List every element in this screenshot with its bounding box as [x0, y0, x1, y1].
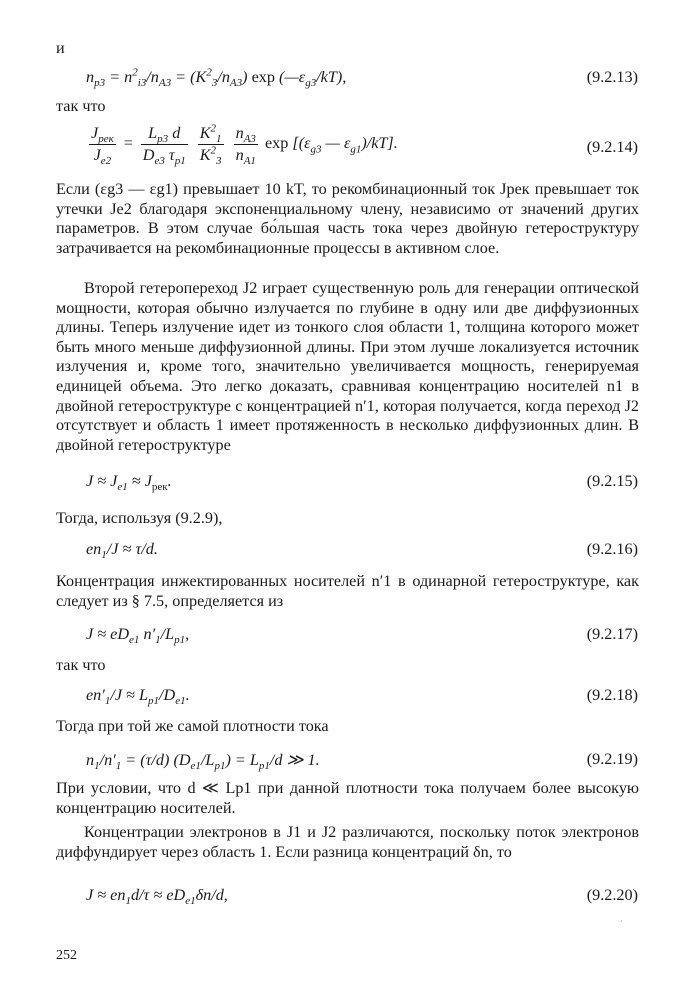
paragraph-1: Если (εg3 — εg1) превышает 10 kT, то рекомбинационный ток Jрек превышает ток утечки Je2 благодаря экспоненциальному члену, независимо от значений других параметров. В этом случае бо́льшая часть тока через двойную гетероструктуру затрачивается на рекомбинационные процессы в активном слое. [56, 180, 639, 257]
equation-number: (9.2.17) [586, 625, 638, 643]
equation-number: (9.2.18) [586, 686, 638, 704]
then-same-text: Тогда при той же самой плотности тока [56, 717, 329, 735]
equation-number: (9.2.14) [586, 138, 638, 156]
equation-9-2-15: $J \approx J_{e1} \approx J_{рек}$. [86, 472, 172, 494]
scan-mark: ´ [619, 920, 623, 931]
page-number: 252 [56, 948, 77, 963]
equation-9-2-14: $\frac{J_{рек}}{J_{e2}}$ = $\frac{L_{p3} d}{D_{e3} \tau_{p1}}$ $\frac{K^2_1}{K^2_3}$ $\frac{n_{A3}}{n_{A1}}$ $\exp [(\varepsilon_{g3}$ — $\varepsilon_{g1})/kT$]. [91, 122, 398, 168]
equation-9-2-13: $n_{p3} = n^2_{i3}/n_{A3} = (K^2_3/n_{A3})$ $\exp (—\varepsilon_{g3}/kT)$, [86, 66, 347, 90]
equation-9-2-16: $en_1/J \approx \tau/d$. [86, 540, 158, 562]
so-that-text: так что [56, 97, 106, 115]
equation-number: (9.2.16) [586, 540, 638, 558]
paragraph-2: Второй гетеропереход J2 играет существенную роль для генерации оптической мощности, которая обычно излучается по глубине в одну или две диффузионных длины. Теперь излучение идет из тонкого слоя области 1, толщина которого может быть много меньше диффузионной длины. При этом лучше локализуется источник излучения и, кроме того, значительно увеличивается мощность, генерируемая единицей объема. Это легко доказать, сравнивая концентрацию носителей n1 в двойной гетероструктуре с концентрацией n′1, которая получается, когда переход J2 отсутствует и область 1 имеет протяженность в несколько диффузионных длин. В двойной гетероструктуре [56, 279, 639, 454]
paragraph-3: Концентрация инжектированных носителей n′1 в одинарной гетероструктуре, как следует из § 7.5, определяется из [56, 572, 639, 610]
equation-9-2-17: $J \approx eD_{e1}$ $n'_1/L_{p1}$, [86, 625, 190, 647]
equation-number: (9.2.13) [586, 68, 638, 86]
equation-9-2-19: $n_1/n'_1 = (\tau/d) (D_{e1}/L_{p1}) = L_{p1}/d$ ≫ 1. [86, 751, 320, 773]
equation-number: (9.2.20) [586, 886, 638, 904]
equation-number: (9.2.19) [586, 750, 638, 768]
paragraph-4: При условии, что d ≪ Lp1 при данной плотности тока получаем более высокую концентрацию носителей. [56, 779, 639, 817]
paragraph-5: Концентрации электронов в J1 и J2 различаются, поскольку поток электронов диффундирует через область 1. Если разница концентраций δn, то [56, 823, 639, 861]
intro-word: и [56, 39, 65, 57]
equation-number: (9.2.15) [586, 472, 638, 490]
equation-9-2-18: $en'_1/J \approx L_{p1}/D_{e1}$. [86, 686, 190, 708]
then-using-text: Тогда, используя (9.2.9), [56, 509, 223, 527]
equation-9-2-20: $J \approx en_1d/\tau \approx eD_{e1}\delta n/d$, [86, 886, 228, 908]
so-that-text-2: так что [56, 656, 106, 674]
